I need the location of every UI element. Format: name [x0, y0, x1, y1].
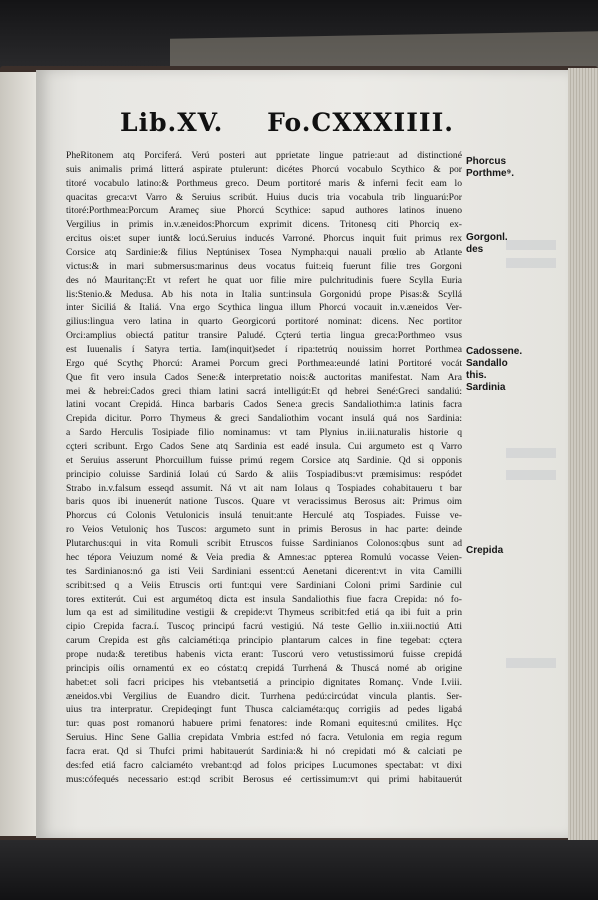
text-line: lum qa est ad similitudine vestigii & crepide:vt Thymeus scribit:fed etiá qa ibi fuit a prin	[66, 607, 462, 619]
folio-number: Fo.CXXXIIII.	[267, 108, 454, 137]
text-line: titoré vocabulo latino:& Porthmeus greco. Deum portitoré maris & inferni fecit eam lo	[66, 177, 462, 189]
text-line: inter Siciliá & Italiá. Vna ergo Scythica lingua illum Phorcú vocauit in.v.æneidos Ver-	[66, 302, 462, 314]
background-bottom	[0, 840, 598, 900]
text-line: des:fed etiá facro calciaméto vrebant:qd ad folos pricipes Lucumones spectabat: vt dixi	[66, 759, 462, 771]
marginal-note	[466, 346, 522, 394]
text-line: a Sardo Herculis Tosipiade filio nominamus: vt tam Plynius in.iii.naturalis historie q	[66, 427, 462, 439]
book-number: Lib.XV.	[120, 108, 224, 137]
marginal-line: Sardinia	[466, 382, 506, 393]
page-stack-edges	[568, 68, 598, 843]
text-line: Phorcus cú Colonis Vetulonicis insulá tenuit:ante Herculé atq Tospiades. Fuisse ve-	[66, 510, 462, 522]
marginal-line: Phorcus	[466, 156, 507, 167]
marginal-line: Gorgonl.	[466, 232, 508, 243]
text-line: lis:Stenio.& Medusa. Ab his nota in Italia sunt:insula Gorgonidú prope Pisas:& Scyllá	[66, 288, 462, 300]
text-line: Que fit vero insula Cados Sene:& interpretatio nois:& auctoritas manifestat. Nam Ara	[66, 371, 462, 383]
text-line: cçteri scribunt. Ergo Cados Sene atq Sardinia est eadé insula. Cui argumeto est q Varro	[66, 441, 462, 453]
text-line: gilius:lingua vero latina in quarto Georgicorú portitoré nominat: dicens. Nec portitor	[66, 316, 462, 328]
text-line: facra erat. Qd si Thufci primi habitauerút Sardinia:& hi nó crepidati mó & calciati pe	[66, 745, 462, 757]
text-line: prope nuda:& teretibus habenis victa erant: Tuscorú vero vetustissimorú fuisse crepidá	[66, 648, 462, 660]
text-line: æneidos.vbi Vergilius de Euandro dicit. Turrhena pedú:circúdat vincula plantis. Ser-	[66, 690, 462, 702]
text-line: hec tépora Veiuzum nomé & Veia predia & Amnes:ac ppterea Romulú vocasse Veien-	[66, 551, 462, 563]
text-line: quacitas greca:vt Varro & Seruius scribút. Huius ducis tria vocabula trib linguarú:Por	[66, 191, 462, 203]
text-line: Plutarchus:qui in vita Romuli scribit Etruscos fuisse Sardinianos Colonos:qbus sunt ad	[66, 538, 462, 550]
text-line: mei & hebrei:Cados greci thiam latini sacrá intelligút:Et qd hebrei Sené:Greci sandaliú:	[66, 385, 462, 397]
text-line: tur: quas post romanorú habuere primi fenatores: inde Romani equites:nú cmilites. Hçc	[66, 718, 462, 730]
text-line: suis animalis primá litterá aspirate ptulerunt: dicétes Phorcú vocabulo Scythico & por	[66, 163, 462, 175]
marginal-line: Crepida	[466, 545, 504, 556]
show-through-text	[506, 240, 556, 250]
show-through-text	[506, 658, 556, 668]
text-line: principis oílis ornamentú ex eo cóstat:q crepidá Turrhená & Thuscá nomé ab origine	[66, 662, 462, 674]
text-line: est Iuuenalis í Satyra tertia. Iam(inquit)sedet í ripa:tetrúq nouissim horret Porthmea	[66, 344, 462, 356]
text-line: Seruius. Hinc Sene Gallia crepidata Vmbria est:fed nó facra. Vetulonia em regia regum	[66, 732, 462, 744]
show-through-text	[506, 258, 556, 268]
text-line: baris quos ibi inuenerút natione Tuscos. Quare vt veracissimus Berosus ait: Primus oim	[66, 496, 462, 508]
text-line: Orci:amplius obiectá patitur transire Paludé. Cçterú tertia lingua greca:Porthmeo vsus	[66, 330, 462, 342]
text-line: principio coluisse Sardiniá Iolaú cú Sardo & aliis Tospiadibus:vt præmisimus: respódet	[66, 468, 462, 480]
text-line: uius tra interpratur. Crepideqingt funt Thusca calciaméta:quç corrigiis ad pedes ligabá	[66, 704, 462, 716]
text-line: Strabo in.v.falsum esseqd assumit. Ná vt ait nam Iolaus q Tospiades cohabitaueru t bar	[66, 482, 462, 494]
text-line: Corsice atq Sardinie:& filius Neptúnisex Tosea Nympha:qui nauali prœlio ab Atlante	[66, 247, 462, 259]
text-line: tes Sardinianos:nó ga isti Veii Sardiniani essent:cú Aenetani dicerent:vt in vita Camilli	[66, 565, 462, 577]
marginal-note	[466, 232, 508, 256]
marginal-line: Cadossene.	[466, 346, 523, 357]
marginal-line: des	[466, 244, 484, 255]
running-header	[120, 108, 454, 138]
text-line: ro Veios Vetuloniç hos Tuscos: argumeto sunt in primis Berosus in hac parte: deinde	[66, 524, 462, 536]
text-line: carum Crepida est gñs calciaméti:qa principio plantarum calces in fine tegebat: cçtera	[66, 635, 462, 647]
marginal-line: this.	[466, 370, 487, 381]
facing-page-edge	[0, 72, 37, 836]
show-through-text	[506, 470, 556, 480]
text-line: des nó Mauritanç:Et vt refert he quat uor filie mire pulchritudinis fuere Scylla Euria	[66, 274, 462, 286]
text-line: et Seruius asserunt Phorcuillum fuisse primú regem Corsice atq Sardinie. Qd si opponis	[66, 454, 462, 466]
marginal-line: Porthme⁹.	[466, 168, 515, 179]
text-line: scribit:sed q a Veiis Etruscis orti funt:qui vere Sardiniani Coloni primi Sardinie cul	[66, 579, 462, 591]
text-line: victus:& in mari submersus:marinus deus vocatus fuit:eiq fuerunt filie tres Gorgoni	[66, 260, 462, 272]
text-line: Crepida dicitur. Porro Thymeus & greci Sandaliothim vocant insulá quá nos Sardinia:	[66, 413, 462, 425]
text-line: ercitus ois:et super iunt& locú.Seruius inducés Varroné. Phorcus inquit fuit primus rex	[66, 233, 462, 245]
text-line: titoré:Porthmea:Porcum Arameç siue Phorcú Scythice: sapud authores latinos inueno	[66, 205, 462, 217]
text-line: Ergo qué Scythç Phorcú: Aramei Porcum greci Porthmea:eundé latini Portitoré vocát	[66, 357, 462, 369]
marginal-note	[466, 156, 514, 180]
text-line: habet:et soli facri pricipes his vtebantsetiá a principio dignitates Romanç. Vnde I.viii.	[66, 676, 462, 688]
text-line: latini vocant Crepidá. Hinca barbaris Cados Sene:a grecis Sandaliothim:a latinis facra	[66, 399, 462, 411]
show-through-text	[506, 448, 556, 458]
text-line: Vergilius in primis in.v.æneidos:Phorcum exprimit dicens. Tritonesq citi Phorciq ex-	[66, 219, 462, 231]
text-line: tores extiterút. Cui est argumétoq dicta est insula Sandaliothis fiue facra Crepida: nó fo-	[66, 593, 462, 605]
marginal-line: Sandallo	[466, 358, 508, 369]
main-text-column	[66, 149, 462, 787]
text-line: mus:cófequés necessario est:qd scribit Berosus eé certissimum:vt qui primi habitauerút	[66, 773, 462, 785]
text-line: PheRitonem atq Porciferá. Verú posteri aut pprietate lingue patrie:aut ad distinctioné	[66, 150, 462, 161]
text-line: cipio Crepida facra.í. Tuscoç principú facrú vestigiú. Ná teste Gellio in.xiii.noctiú Atti	[66, 621, 462, 633]
marginal-note	[466, 545, 503, 557]
